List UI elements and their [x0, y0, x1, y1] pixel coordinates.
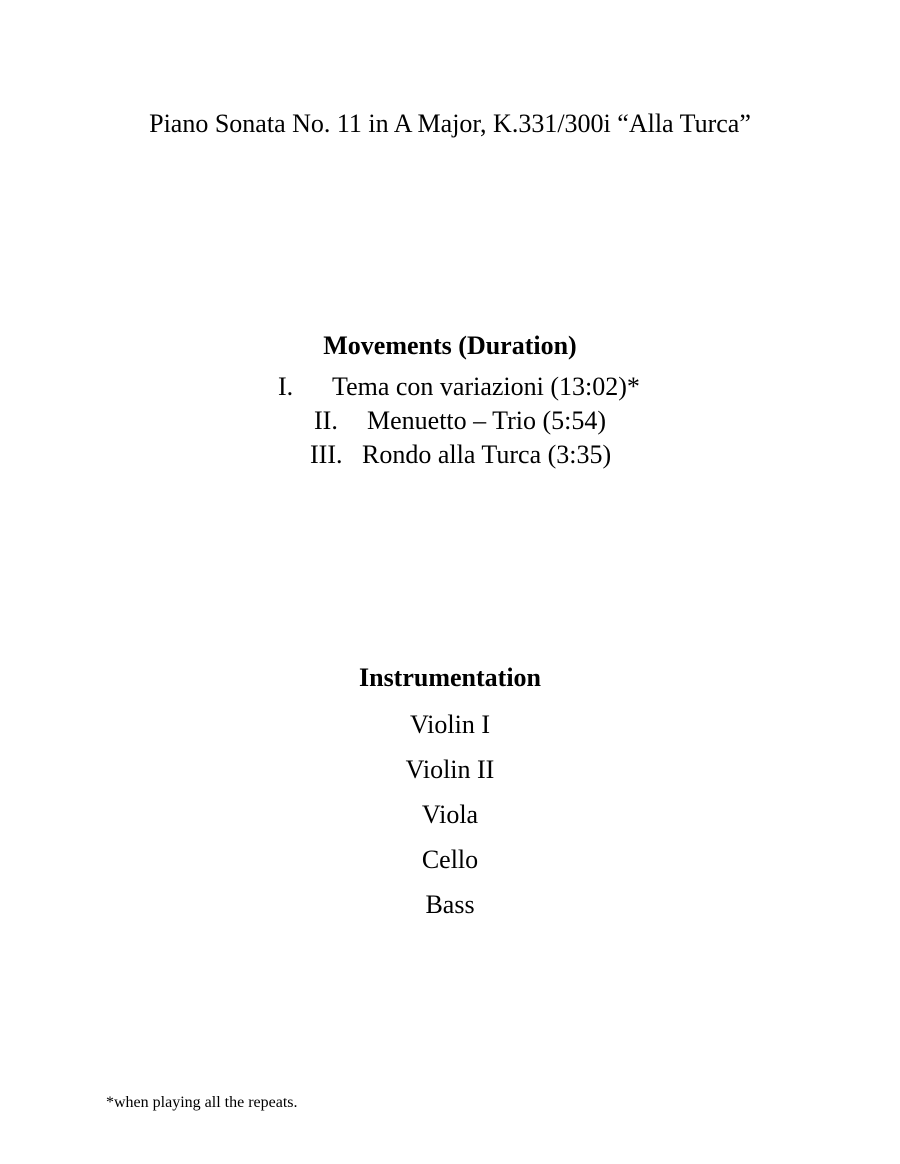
movement-name: Rondo alla Turca (3:35) [362, 440, 612, 469]
movement-numeral: I. [278, 372, 294, 401]
instrument-item: Violin II [405, 755, 495, 784]
instrument-item: Violin I [409, 710, 491, 739]
movements-heading: Movements (Duration) [323, 331, 577, 360]
movement-numeral: III. [310, 440, 343, 469]
instrument-item: Viola [421, 800, 479, 829]
movement-name: Tema con variazioni (13:02)* [332, 372, 640, 401]
movement-name: Menuetto – Trio (5:54) [367, 406, 607, 435]
footnote: *when playing all the repeats. [106, 1094, 298, 1111]
instrumentation-heading: Instrumentation [358, 663, 541, 692]
movement-item [0, 370, 900, 404]
movement-item [0, 438, 900, 472]
instrument-item: Bass [425, 890, 475, 919]
movement-item [0, 404, 900, 438]
instrument-list [0, 702, 900, 927]
movements-list [0, 370, 900, 472]
document-title: Piano Sonata No. 11 in A Major, K.331/300i “Alla Turca” [149, 109, 751, 138]
instrument-item: Cello [421, 845, 479, 874]
movement-numeral: II. [314, 406, 338, 435]
